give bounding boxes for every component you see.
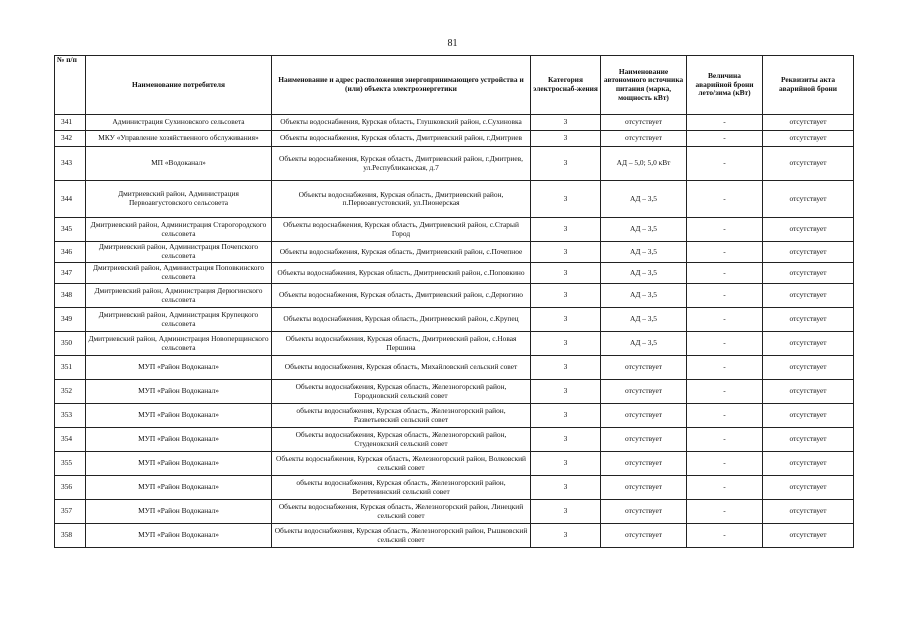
act-details-cell: отсутствует — [763, 115, 854, 131]
act-details-cell: отсутствует — [763, 263, 854, 284]
object-address-cell: объекты водоснабжения, Курская область, Железногорский район, Разветьевский сельский совет — [272, 404, 531, 428]
reserve-value-cell: - — [687, 263, 763, 284]
object-address-cell: Объекты водоснабжения, Курская область, Дмитриевский район, г.Дмитриев, ул.Республиканская, д.7 — [272, 147, 531, 181]
autonomous-source-cell: отсутствует — [601, 428, 687, 452]
object-address-cell: Объекты водоснабжения, Курская область, Железногорский район, Рышковский сельский совет — [272, 524, 531, 548]
act-details-cell: отсутствует — [763, 131, 854, 147]
autonomous-source-cell: отсутствует — [601, 524, 687, 548]
autonomous-source-cell: АД – 5,0; 5,0 кВт — [601, 147, 687, 181]
object-address-cell: Объекты водоснабжения, Курская область, Железногорский район, Городновский сельский совет — [272, 380, 531, 404]
consumer-name-cell: МУП «Район Водоканал» — [86, 500, 272, 524]
autonomous-source-cell: отсутствует — [601, 404, 687, 428]
row-number-cell: 344 — [55, 181, 86, 218]
object-address-cell: Объекты водоснабжения, Курская область, Дмитриевский район, с.Поповкино — [272, 263, 531, 284]
consumer-name-cell: Дмитриевский район, Администрация Крупецкого сельсовета — [86, 308, 272, 332]
object-address-cell: Объекты водоснабжения, Курская область, Дмитриевский район, с.Дерюгино — [272, 284, 531, 308]
supply-category-cell: 3 — [531, 115, 601, 131]
row-number-cell: 341 — [55, 115, 86, 131]
table-row — [55, 524, 854, 548]
supply-category-cell: 3 — [531, 332, 601, 356]
table-body — [55, 115, 854, 548]
consumer-name-cell: Дмитриевский район, Администрация Первоавгустовского сельсовета — [86, 181, 272, 218]
supply-category-cell: 3 — [531, 131, 601, 147]
object-address-cell: Объекты водоснабжения, Курская область, Дмитриевский район, п.Первоавгустовский, ул.Пионерская — [272, 181, 531, 218]
autonomous-source-cell: АД – 3,5 — [601, 218, 687, 242]
autonomous-source-cell: АД – 3,5 — [601, 284, 687, 308]
reserve-value-cell: - — [687, 524, 763, 548]
table-header-row — [55, 56, 854, 115]
reserve-value-cell: - — [687, 452, 763, 476]
consumer-name-cell: МКУ «Управление хозяйственного обслуживания» — [86, 131, 272, 147]
row-number-cell: 342 — [55, 131, 86, 147]
act-details-cell: отсутствует — [763, 524, 854, 548]
consumer-name-cell: МП «Водоканал» — [86, 147, 272, 181]
header-category: Категория электроснаб-жения — [531, 56, 601, 115]
object-address-cell: Объекты водоснабжения, Курская область, Дмитриевский район, с.Старый Город — [272, 218, 531, 242]
row-number-cell: 356 — [55, 476, 86, 500]
object-address-cell: Объекты водоснабжения, Курская область, Железногорский район, Волковский сельский совет — [272, 452, 531, 476]
object-address-cell: Объекты водоснабжения, Курская область, Железногорский район, Студенокский сельский совет — [272, 428, 531, 452]
object-address-cell: Объекты водоснабжения, Курская область, Железногорский район, Линецкий сельский совет — [272, 500, 531, 524]
supply-category-cell: 3 — [531, 356, 601, 380]
supply-category-cell: 3 — [531, 181, 601, 218]
page-number: 81 — [447, 38, 458, 49]
object-address-cell: Объекты водоснабжения, Курская область, Дмитриевский район, г.Дмитриев — [272, 131, 531, 147]
table-row — [55, 115, 854, 131]
reserve-value-cell: - — [687, 428, 763, 452]
act-details-cell: отсутствует — [763, 428, 854, 452]
header-address: Наименование и адрес расположения энергопринимающего устройства и (или) объекта электроэнергетики — [272, 56, 531, 115]
autonomous-source-cell: отсутствует — [601, 500, 687, 524]
object-address-cell: Объекты водоснабжения, Курская область, Глушковский район, с.Сухиновка — [272, 115, 531, 131]
reserve-value-cell: - — [687, 147, 763, 181]
supply-category-cell: 3 — [531, 147, 601, 181]
table-row — [55, 380, 854, 404]
act-details-cell: отсутствует — [763, 147, 854, 181]
row-number-cell: 348 — [55, 284, 86, 308]
reserve-value-cell: - — [687, 242, 763, 263]
autonomous-source-cell: АД – 3,5 — [601, 332, 687, 356]
act-details-cell: отсутствует — [763, 476, 854, 500]
row-number-cell: 358 — [55, 524, 86, 548]
consumer-name-cell: МУП «Район Водоканал» — [86, 524, 272, 548]
consumer-name-cell: Дмитриевский район, Администрация Почепского сельсовета — [86, 242, 272, 263]
supply-category-cell: 3 — [531, 263, 601, 284]
reserve-value-cell: - — [687, 115, 763, 131]
autonomous-source-cell: отсутствует — [601, 476, 687, 500]
act-details-cell: отсутствует — [763, 404, 854, 428]
table-row — [55, 356, 854, 380]
consumer-name-cell: Дмитриевский район, Администрация Старогородского сельсовета — [86, 218, 272, 242]
table-row — [55, 263, 854, 284]
header-reserve: Величина аварийной брони лето/зима (кВт) — [687, 56, 763, 115]
supply-category-cell: 3 — [531, 524, 601, 548]
row-number-cell: 352 — [55, 380, 86, 404]
autonomous-source-cell: отсутствует — [601, 452, 687, 476]
table-row — [55, 218, 854, 242]
object-address-cell: Объекты водоснабжения, Курская область, Михайловский сельский совет — [272, 356, 531, 380]
supply-category-cell: 3 — [531, 428, 601, 452]
reserve-value-cell: - — [687, 332, 763, 356]
consumer-name-cell: МУП «Район Водоканал» — [86, 404, 272, 428]
row-number-cell: 354 — [55, 428, 86, 452]
reserve-value-cell: - — [687, 380, 763, 404]
supply-category-cell: 3 — [531, 404, 601, 428]
consumer-name-cell: Дмитриевский район, Администрация Поповкинского сельсовета — [86, 263, 272, 284]
row-number-cell: 345 — [55, 218, 86, 242]
act-details-cell: отсутствует — [763, 242, 854, 263]
row-number-cell: 347 — [55, 263, 86, 284]
row-number-cell: 353 — [55, 404, 86, 428]
reserve-value-cell: - — [687, 181, 763, 218]
row-number-cell: 343 — [55, 147, 86, 181]
supply-category-cell: 3 — [531, 242, 601, 263]
table-row — [55, 500, 854, 524]
act-details-cell: отсутствует — [763, 181, 854, 218]
supply-category-cell: 3 — [531, 476, 601, 500]
header-consumer: Наименование потребителя — [86, 56, 272, 115]
reserve-value-cell: - — [687, 404, 763, 428]
reserve-value-cell: - — [687, 356, 763, 380]
autonomous-source-cell: отсутствует — [601, 380, 687, 404]
table-row — [55, 452, 854, 476]
table-row — [55, 284, 854, 308]
act-details-cell: отсутствует — [763, 332, 854, 356]
reserve-value-cell: - — [687, 308, 763, 332]
emergency-reserve-table — [54, 55, 854, 548]
consumer-name-cell: МУП «Район Водоканал» — [86, 452, 272, 476]
act-details-cell: отсутствует — [763, 218, 854, 242]
act-details-cell: отсутствует — [763, 380, 854, 404]
row-number-cell: 357 — [55, 500, 86, 524]
supply-category-cell: 3 — [531, 218, 601, 242]
consumer-name-cell: Дмитриевский район, Администрация Новоперщинского сельсовета — [86, 332, 272, 356]
table-row — [55, 404, 854, 428]
row-number-cell: 351 — [55, 356, 86, 380]
consumer-name-cell: МУП «Район Водоканал» — [86, 428, 272, 452]
table-row — [55, 131, 854, 147]
table-row — [55, 181, 854, 218]
reserve-value-cell: - — [687, 284, 763, 308]
reserve-value-cell: - — [687, 218, 763, 242]
act-details-cell: отсутствует — [763, 308, 854, 332]
object-address-cell: Объекты водоснабжения, Курская область, Дмитриевский район, с.Новая Першина — [272, 332, 531, 356]
consumer-name-cell: Администрация Сухиновского сельсовета — [86, 115, 272, 131]
autonomous-source-cell: АД – 3,5 — [601, 308, 687, 332]
supply-category-cell: 3 — [531, 380, 601, 404]
row-number-cell: 346 — [55, 242, 86, 263]
table-row — [55, 428, 854, 452]
object-address-cell: объекты водоснабжения, Курская область, Железногорский район, Веретенинский сельский совет — [272, 476, 531, 500]
reserve-value-cell: - — [687, 131, 763, 147]
reserve-value-cell: - — [687, 476, 763, 500]
row-number-cell: 355 — [55, 452, 86, 476]
autonomous-source-cell: АД – 3,5 — [601, 181, 687, 218]
autonomous-source-cell: отсутствует — [601, 131, 687, 147]
autonomous-source-cell: отсутствует — [601, 115, 687, 131]
consumer-name-cell: МУП «Район Водоканал» — [86, 356, 272, 380]
consumer-name-cell: МУП «Район Водоканал» — [86, 476, 272, 500]
table-row — [55, 147, 854, 181]
act-details-cell: отсутствует — [763, 452, 854, 476]
header-num: № п/п — [55, 56, 86, 115]
supply-category-cell: 3 — [531, 500, 601, 524]
table-row — [55, 242, 854, 263]
consumer-name-cell: Дмитриевский район, Администрация Дерюгинского сельсовета — [86, 284, 272, 308]
supply-category-cell: 3 — [531, 284, 601, 308]
table-row — [55, 332, 854, 356]
header-details: Реквизиты акта аварийной брони — [763, 56, 854, 115]
row-number-cell: 350 — [55, 332, 86, 356]
table-row — [55, 476, 854, 500]
autonomous-source-cell: АД – 3,5 — [601, 263, 687, 284]
act-details-cell: отсутствует — [763, 500, 854, 524]
autonomous-source-cell: АД – 3,5 — [601, 242, 687, 263]
header-source: Наименование автономного источника питания (марка, мощность кВт) — [601, 56, 687, 115]
supply-category-cell: 3 — [531, 308, 601, 332]
object-address-cell: Объекты водоснабжения, Курская область, Дмитриевский район, с.Крупец — [272, 308, 531, 332]
object-address-cell: Объекты водоснабжения, Курская область, Дмитриевский район, с.Почепное — [272, 242, 531, 263]
autonomous-source-cell: отсутствует — [601, 356, 687, 380]
act-details-cell: отсутствует — [763, 284, 854, 308]
table-row — [55, 308, 854, 332]
consumer-name-cell: МУП «Район Водоканал» — [86, 380, 272, 404]
act-details-cell: отсутствует — [763, 356, 854, 380]
row-number-cell: 349 — [55, 308, 86, 332]
reserve-value-cell: - — [687, 500, 763, 524]
supply-category-cell: 3 — [531, 452, 601, 476]
